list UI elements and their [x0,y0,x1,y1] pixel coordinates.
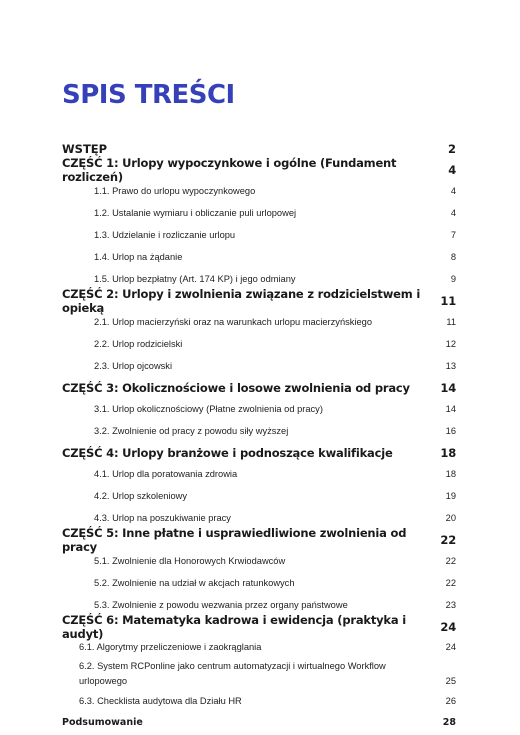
toc-entry-1-4[interactable] [0,246,520,268]
toc-entry-6-3[interactable] [0,691,520,711]
toc-page-number: 24 [445,641,456,652]
toc-page-number: 19 [445,491,456,501]
toc-entry-label: 4.3. Urlop na poszukiwanie pracy [94,513,231,523]
toc-page-number: 24 [440,619,456,634]
toc-part-label: CZĘŚĆ 2: Urlopy i zwolnienia związane z rodzicielstwem i opieką [62,286,421,315]
toc-entry-6-2[interactable] [0,657,520,691]
toc-entry-4-2[interactable] [0,485,520,507]
toc-entry-label: 1.1. Prawo do urlopu wypoczynkowego [94,186,256,196]
toc-page-number: 22 [440,532,456,547]
toc-entry-1-3[interactable] [0,224,520,246]
toc-page-number: 12 [445,339,456,349]
toc-page-number: 23 [445,600,456,610]
toc-entry-label: 4.1. Urlop dla poratowania zdrowia [94,469,238,479]
toc-page-number: 22 [445,556,456,566]
toc-entry-label: 5.3. Zwolnienie z powodu wezwania przez organy państwowe [94,600,348,610]
toc-page-number: 14 [445,404,456,414]
toc-page-number: 11 [440,293,456,308]
toc-entry-label: WSTĘP [62,141,108,156]
toc-entry-label: 6.3. Checklista audytowa dla Działu HR [79,695,242,706]
toc-entry-5-1[interactable] [0,550,520,572]
table-of-contents [0,138,520,733]
toc-entry-2-1[interactable] [0,311,520,333]
toc-page-number: 18 [440,445,456,460]
toc-part-label: CZĘŚĆ 4: Urlopy branżowe i podnoszące kwalifikacje [62,445,393,460]
toc-part-1[interactable] [0,155,520,184]
toc-part-label: CZĘŚĆ 5: Inne płatne i usprawiedliwione zwolnienia od pracy [62,525,407,554]
toc-entry-label: 1.3. Udzielanie i rozliczanie urlopu [94,230,236,240]
toc-entry-label: 2.2. Urlop rodzicielski [94,339,183,349]
toc-part-4[interactable] [0,442,520,463]
toc-page-number: 9 [450,274,456,284]
toc-entry-label: 1.2. Ustalanie wymiaru i obliczanie puli urlopowej [94,208,297,218]
toc-entry-label: 3.1. Urlop okolicznościowy (Płatne zwolnienia od pracy) [94,404,323,414]
toc-entry-label: 1.4. Urlop na żądanie [94,252,183,262]
toc-entry-3-2[interactable] [0,420,520,442]
toc-part-3[interactable] [0,377,520,398]
toc-entry-label: 3.2. Zwolnienie od pracy z powodu siły wyższej [94,426,289,436]
toc-page-number: 16 [445,426,456,436]
toc-page-number: 8 [450,252,456,262]
toc-page-number: 20 [445,513,456,523]
toc-part-label: CZĘŚĆ 3: Okolicznościowe i losowe zwolnienia od pracy [62,380,410,395]
toc-part-label: CZĘŚĆ 6: Matematyka kadrowa i ewidencja (praktyka i audyt) [62,612,406,641]
toc-entry-label: 6.2. System RCPonline jako centrum automatyzacji i wirtualnego Workflow urlopowego [79,661,386,686]
toc-entry-label: 5.1. Zwolnienie dla Honorowych Krwiodawców [94,556,286,566]
toc-entry-label: 2.1. Urlop macierzyński oraz na warunkach urlopu macierzyńskiego [94,317,372,327]
toc-page-number: 11 [446,317,456,327]
toc-part-2[interactable] [0,286,520,315]
toc-entry-label: 1.5. Urlop bezpłatny (Art. 174 KP) i jego odmiany [94,274,296,284]
toc-entry-5-2[interactable] [0,572,520,594]
toc-page-number: 4 [448,162,456,177]
toc-entry-label: 2.3. Urlop ojcowski [94,361,173,371]
toc-page-number: 7 [450,230,456,240]
page-title: SPIS TREŚCI [62,80,235,110]
toc-entry-3-1[interactable] [0,398,520,420]
toc-entry-4-1[interactable] [0,463,520,485]
toc-page-number: 2 [447,141,456,156]
toc-part-6[interactable] [0,612,520,641]
toc-page-number: 13 [445,361,456,371]
toc-page-number: 28 [442,716,456,728]
toc-page-number: 26 [445,695,456,706]
toc-page-number: 14 [440,380,456,395]
toc-entry-2-3[interactable] [0,355,520,377]
toc-part-5[interactable] [0,525,520,554]
toc-entry-label: 6.1. Algorytmy przeliczeniowe i zaokrąglania [79,641,262,652]
toc-entry-1-1[interactable] [0,180,520,202]
toc-page-number: 4 [450,208,456,218]
toc-entry-2-2[interactable] [0,333,520,355]
toc-part-label: CZĘŚĆ 1: Urlopy wypoczynkowe i ogólne (Fundament rozliczeń) [62,155,397,184]
toc-entry-label: Podsumowanie [62,716,143,728]
toc-page-number: 22 [445,578,456,588]
toc-entry-6-1[interactable] [0,637,520,657]
toc-entry-label: 4.2. Urlop szkoleniowy [94,491,188,501]
toc-entry-label: 5.2. Zwolnienie na udział w akcjach ratunkowych [94,578,295,588]
toc-page-number: 4 [450,186,456,196]
toc-page-number: 25 [445,676,456,686]
toc-entry-1-2[interactable] [0,202,520,224]
toc-entry-summary[interactable] [0,711,520,733]
toc-page-number: 18 [445,469,456,479]
